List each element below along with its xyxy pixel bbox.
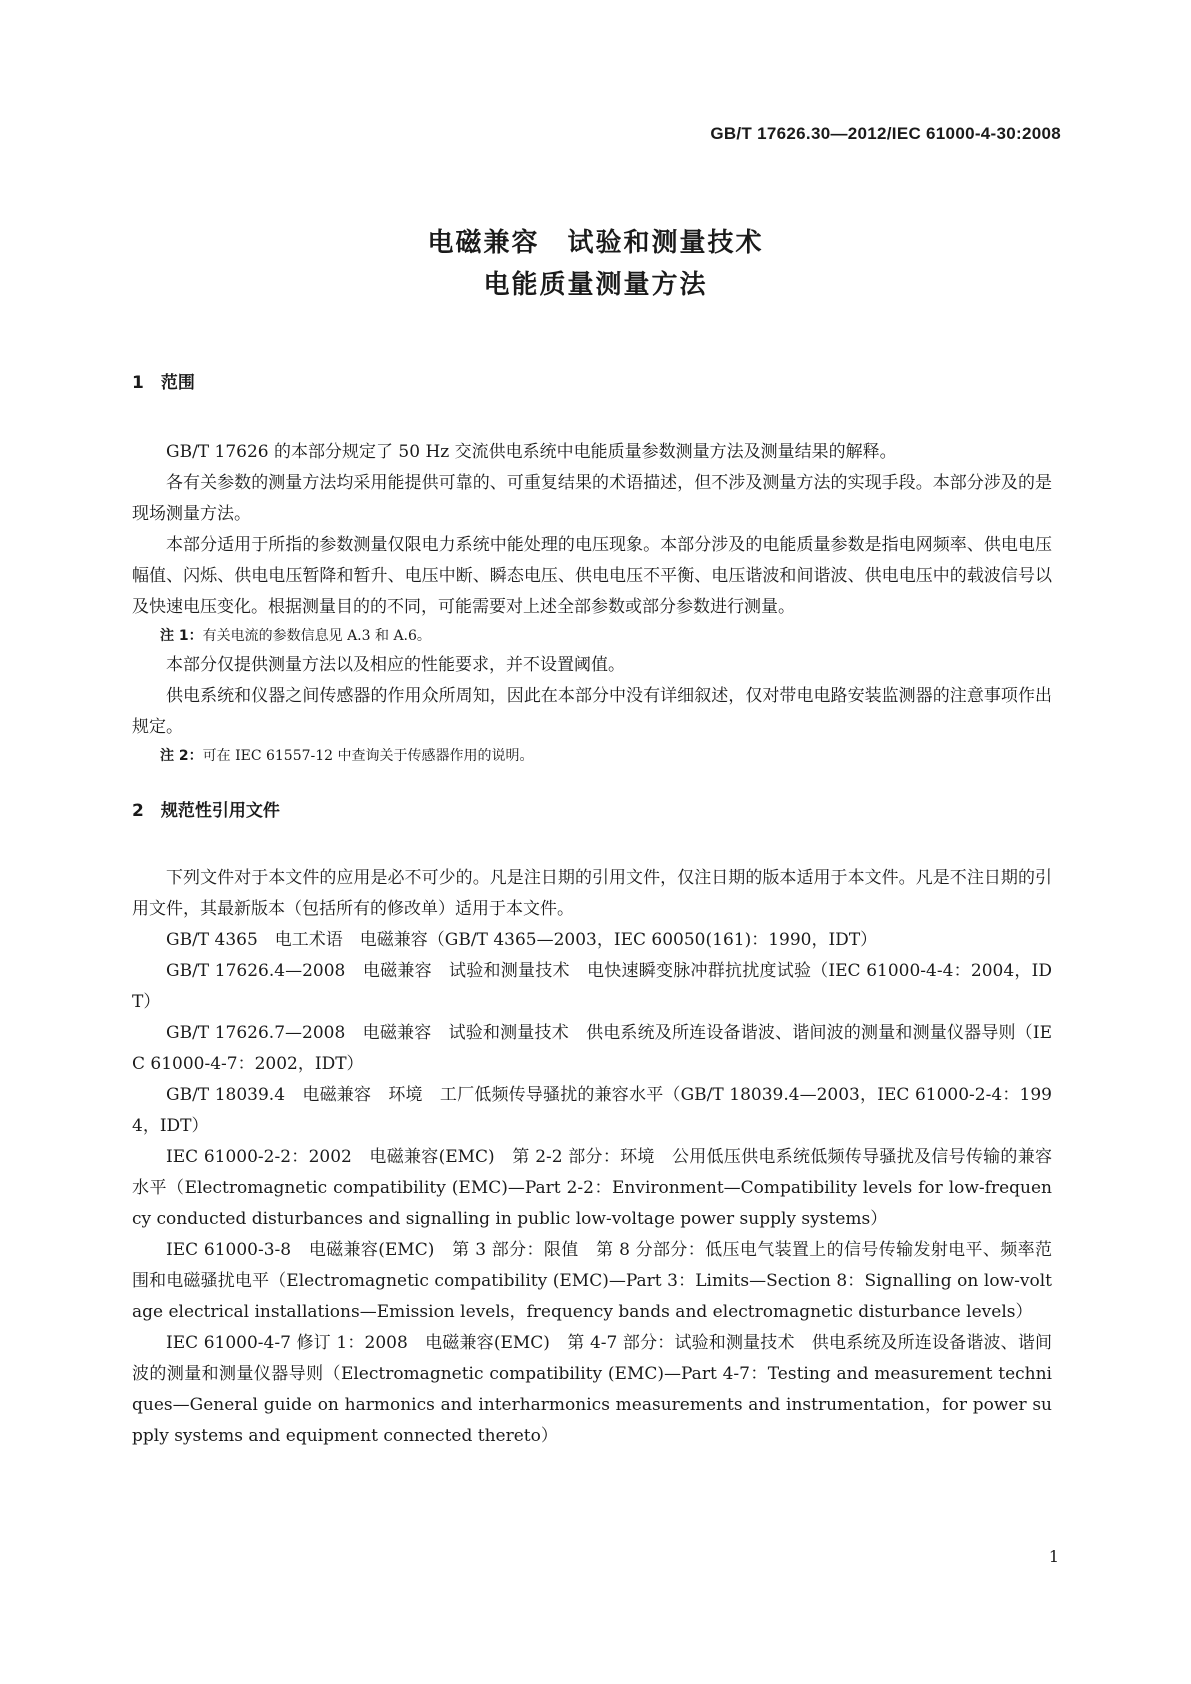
document-title	[0, 222, 1191, 306]
note-2-label: 注 2：	[160, 748, 203, 764]
section-1-heading: 1 范围	[132, 373, 195, 393]
reference-item: IEC 61000-2-2：2002 电磁兼容(EMC) 第 2-2 部分：环境 公用低压供电系统低频传导骚扰及信号传输的兼容水平（Electromagnetic compatibility (EMC)—Part 2-2：Environment—Compatibility levels for low-frequency conducted disturbances and signalling in public low-voltage power supply systems）	[132, 1147, 1052, 1229]
page-number: 1	[1048, 1547, 1059, 1566]
standard-number: GB/T 17626.30—2012/IEC 61000-4-30:2008	[710, 124, 1061, 143]
section-1-paragraph-5: 供电系统和仪器之间传感器的作用众所周知，因此在本部分中没有详细叙述，仅对带电电路安装监测器的注意事项作出规定。	[132, 686, 1052, 737]
note-2-text: 可在 IEC 61557-12 中查询关于传感器作用的说明。	[202, 748, 534, 764]
note-1	[132, 623, 1052, 650]
section-2-intro: 下列文件对于本文件的应用是必不可少的。凡是注日期的引用文件，仅注日期的版本适用于本文件。凡是不注日期的引用文件，其最新版本（包括所有的修改单）适用于本文件。	[132, 868, 1052, 919]
reference-item: GB/T 17626.4—2008 电磁兼容 试验和测量技术 电快速瞬变脉冲群抗扰度试验（IEC 61000-4-4：2004，IDT）	[132, 961, 1052, 1012]
document-body	[132, 368, 1052, 1452]
note-1-text: 有关电流的参数信息见 A.3 和 A.6。	[202, 628, 431, 644]
section-1-paragraph-2: 各有关参数的测量方法均采用能提供可靠的、可重复结果的术语描述，但不涉及测量方法的实现手段。本部分涉及的是现场测量方法。	[132, 473, 1052, 524]
section-1-paragraph-1: GB/T 17626 的本部分规定了 50 Hz 交流供电系统中电能质量参数测量方法及测量结果的解释。	[166, 442, 897, 462]
reference-item: GB/T 4365 电工术语 电磁兼容（GB/T 4365—2003，IEC 60050(161)：1990，IDT）	[166, 930, 878, 950]
title-line-1: 电磁兼容 试验和测量技术	[427, 228, 764, 258]
section-2-heading: 2 规范性引用文件	[132, 801, 280, 821]
title-line-2: 电能质量测量方法	[483, 270, 708, 300]
reference-item: IEC 61000-4-7 修订 1：2008 电磁兼容(EMC) 第 4-7 部分：试验和测量技术 供电系统及所连设备谐波、谐间波的测量和测量仪器导则（Electromagnetic compatibility (EMC)—Part 4-7：Testing and measurement techniques—General guide on harmonics and interharmonics measurements and instrumentation，for power supply systems and equipment connected thereto）	[132, 1333, 1052, 1446]
reference-item: GB/T 17626.7—2008 电磁兼容 试验和测量技术 供电系统及所连设备谐波、谐间波的测量和测量仪器导则（IEC 61000-4-7：2002，IDT）	[132, 1023, 1052, 1074]
section-1-paragraph-4: 本部分仅提供测量方法以及相应的性能要求，并不设置阈值。	[166, 655, 625, 675]
section-1-paragraph-3: 本部分适用于所指的参数测量仅限电力系统中能处理的电压现象。本部分涉及的电能质量参数是指电网频率、供电电压幅值、闪烁、供电电压暂降和暂升、电压中断、瞬态电压、供电电压不平衡、电压谐波和间谐波、供电电压中的载波信号以及快速电压变化。根据测量目的的不同，可能需要对上述全部参数或部分参数进行测量。	[132, 535, 1052, 617]
note-2	[132, 743, 1052, 770]
reference-item: IEC 61000-3-8 电磁兼容(EMC) 第 3 部分：限值 第 8 分部分：低压电气装置上的信号传输发射电平、频率范围和电磁骚扰电平（Electromagnetic compatibility (EMC)—Part 3：Limits—Section 8：Signalling on low-voltage electrical installations—Emission levels，frequency bands and electromagnetic disturbance levels）	[132, 1240, 1052, 1322]
reference-item: GB/T 18039.4 电磁兼容 环境 工厂低频传导骚扰的兼容水平（GB/T 18039.4—2003，IEC 61000-2-4：1994，IDT）	[132, 1085, 1052, 1136]
note-1-label: 注 1：	[160, 628, 203, 644]
